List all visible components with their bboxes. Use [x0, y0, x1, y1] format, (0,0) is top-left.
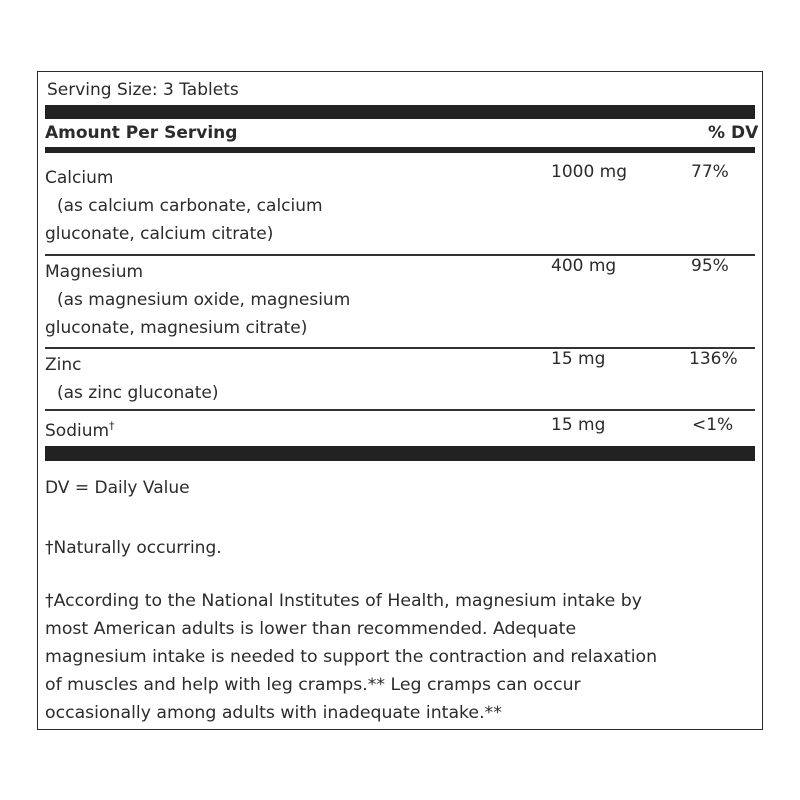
- nutrient-source-line: (as magnesium oxide, magnesium: [57, 290, 351, 310]
- footnote-line: most American adults is lower than recommended. Adequate: [45, 619, 577, 639]
- thick-divider-bottom: [45, 446, 755, 461]
- medium-divider: [45, 147, 755, 153]
- nutrient-name: [45, 417, 115, 445]
- dv-definition: DV = Daily Value: [45, 478, 190, 498]
- nutrient-amount: 400 mg: [551, 256, 617, 276]
- thick-divider-top: [45, 105, 755, 119]
- nutrient-source-line: gluconate, calcium citrate): [45, 224, 274, 244]
- footnote-line: occasionally among adults with inadequate intake.**: [45, 703, 502, 723]
- amount-per-serving-header: Amount Per Serving: [45, 123, 238, 143]
- footnote-line: †According to the National Institutes of Health, magnesium intake by: [45, 591, 642, 611]
- row-divider: [45, 409, 755, 411]
- supplement-facts-panel: [37, 71, 763, 730]
- nutrient-name: Zinc: [45, 355, 82, 375]
- nutrient-source-line: gluconate, magnesium citrate): [45, 318, 308, 338]
- row-divider: [45, 254, 755, 256]
- dv-header: % DV: [708, 123, 759, 143]
- serving-size: Serving Size: 3 Tablets: [47, 80, 239, 100]
- nutrient-dv: <1%: [692, 415, 734, 435]
- nutrient-amount: 15 mg: [551, 415, 606, 435]
- dagger-mark: †: [109, 419, 115, 433]
- nutrient-dv: 77%: [691, 162, 729, 182]
- nutrient-source-line: (as calcium carbonate, calcium: [57, 196, 323, 216]
- footnote-line: magnesium intake is needed to support the contraction and relaxation: [45, 647, 658, 667]
- nutrient-source-line: (as zinc gluconate): [57, 383, 219, 403]
- nutrient-amount: 1000 mg: [551, 162, 628, 182]
- nih-footnote: [45, 587, 757, 727]
- naturally-occurring-note: †Naturally occurring.: [45, 538, 222, 558]
- nutrient-name-text: Sodium: [45, 421, 110, 441]
- row-divider: [45, 347, 755, 349]
- footnote-line: of muscles and help with leg cramps.** Leg cramps can occur: [45, 675, 581, 695]
- nutrient-dv: 95%: [691, 256, 729, 276]
- nutrient-name: Calcium: [45, 168, 114, 188]
- nutrient-dv: 136%: [689, 349, 738, 369]
- nutrient-amount: 15 mg: [551, 349, 606, 369]
- nutrient-name: Magnesium: [45, 262, 144, 282]
